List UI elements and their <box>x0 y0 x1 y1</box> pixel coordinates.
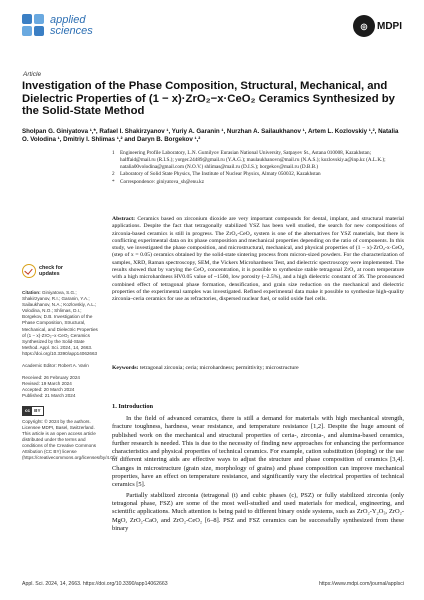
date-published: Published: 21 March 2024 <box>22 393 76 399</box>
section-heading-introduction: 1. Introduction <box>112 403 154 410</box>
cc-badge-left: cc <box>23 407 32 415</box>
journal-name <box>50 15 93 37</box>
academic-editor: Academic Editor: Robert A. Varin <box>22 363 89 369</box>
cc-by-license-icon[interactable] <box>22 406 44 416</box>
dates-block <box>22 375 100 399</box>
editor-block <box>22 363 100 369</box>
publisher-brand <box>353 15 402 37</box>
date-revised: Revised: 19 March 2024 <box>22 381 72 387</box>
footer-citation[interactable]: Appl. Sci. 2024, 14, 2663. https://doi.org/10.3390/app14062663 <box>22 581 168 587</box>
abstract <box>112 216 404 304</box>
copyright-text: Copyright: © 2024 by the authors. Licensee MDPI, Basel, Switzerland. This article is an open access article distributed under the terms and conditions of the Creative Commons Attribution (CC BY) license (https://creativecommons.org/licenses/by/4.0/). <box>22 418 117 461</box>
paragraph-2: Partially stabilized zirconia (tetragonal (t) and cubic phases (c), PSZ) or fully stabilized zirconia (only tetragonal phase, FSZ) are some of the most well-studied and used materials for medical, engineering, and scientific applications. Much attention is being paid to different binary oxide systems, such as ZrO₂-Y₂O₃, ZrO₂-MgO, ZrO₂-CaO, and ZrO₂-CeO₂ [6–8]. PSZ and FSZ ceramics can be successfully synthesized from these binary <box>112 491 404 532</box>
citation-block <box>22 290 100 357</box>
abstract-text: Ceramics based on zirconium dioxide are very important compounds for dental, implant, and structural material applications. Despite the fact that tetragonally stabilized YSZ has been well studied, the search for new compositions of zirconia-based ceramics is still in progress. The ZrO₂-CeO₂ system is one of the alternatives for YSZ materials, but there is conflicting experimental data on its phase composition and mechanical properties depending on the ratio of components. In this study, we investigated the phase composition, and microstructural, mechanical, and physical properties of (1 − x)·ZrO₂-x·CeO₂ (step of x = 0.05) ceramics obtained by the solid-state sintering process from micron-sized powders. For the characterization of samples, XRD, Raman spectroscopy, SEM, the Vickers Microhardness Test, and dielectric spectroscopy were implemented. The results showed that by varying the CeO₂ concentration, it is possible to synthesize stable tetragonal ZrO₂ at room temperature with a high microhardness HV0.05 value of ~1500, low porosity (~2.5%), and a high dielectric constant of 36. The pronounced combined effect of tetragonal phase formation, densification, and grain size reduction on the mechanical and dielectric properties of the experimental samples was investigated. Refined experimental data make it possible to synthesize high-quality zirconia–ceria ceramics for use as refractories, dispersed nuclear fuel, or solid oxide fuel cells. <box>112 216 405 303</box>
keywords-text: tetragonal zirconia; ceria; microhardness; permittivity; microstructure <box>139 365 299 371</box>
affiliation-number: 1 <box>112 150 115 156</box>
journal-name-line1: applied <box>50 14 86 26</box>
check-updates-line2: updates <box>39 271 60 277</box>
check-updates-label <box>39 265 63 277</box>
publisher-logo-icon: ◎ <box>353 15 375 37</box>
citation-text[interactable]: Giniyatova, S.G.; Shakirzyanov, R.I.; Garanin, Y.A.; Sailaukhanov, N.A.; Kozlovskiy, A.L.; Volodina, N.O.; Shlimas, D.I.; Borgekov, D.B. Investigation of the Phase Composition, Structural, Mechanical, and Dielectric Properties of (1 − x)·ZrO₂−x·CeO₂ Ceramics Synthesized by the Solid-State Method. Appl. Sci. 2024, 14, 2663. https://doi.org/10.3390/app14062663 <box>22 290 98 356</box>
affiliation-number: 2 <box>112 171 115 178</box>
keywords-label: Keywords: <box>112 365 139 371</box>
affiliation-2 <box>112 171 404 178</box>
cc-badge-right: BY <box>34 407 41 413</box>
affiliation-number: * <box>112 178 115 185</box>
affiliation-text: Engineering Profile Laboratory, L.N. Gumilyov Eurasian National University, Satpayev St., Astana 010008, Kazakhstan; halffaid@mail.ru (R.I.S.); yorger.24489@gmail.ru (Y.A.G.); maulaukhanovn@mail.ru (N.A.S.); kozlovskiy.a@inp.kz (A.L.K.); natalia00volodina@gmail.com (N.O.V.) shlimas@mail.ru (D.I.S.); borgekov@mail.ru (D.B.B.) <box>120 150 386 170</box>
page-footer <box>22 581 404 587</box>
journal-logo-icon <box>22 14 46 38</box>
paragraph-1: In the field of advanced ceramics, there is still a demand for materials with high mechanical strength, fracture toughness, hardness, wear resistance, and temperature resistance [1,2]. Despite the huge amount of published work on the mechanical and structural properties of ceria-, zirconia-, and alumina-based ceramics, further research is needed. This is due to the necessity of finding new approaches for enhancing the performance characteristics and physical properties of technical ceramics. For example, cation substitution (doping) or the use of different sintering aids are effective ways to adjust the structure and phase composition of ceramics [3,4]. Changes in microstructure (grain size, morphology of grains) and phase composition can improve mechanical properties, have an effect on temperature resistance, and significantly vary the electrical properties of technical ceramics [5]. <box>112 415 404 489</box>
publisher-name: MDPI <box>377 20 402 32</box>
affiliation-1 <box>112 150 404 171</box>
citation-label: Citation: <box>22 290 41 295</box>
correspondence-text[interactable]: Correspondence: giniyatova_sh@enu.kz <box>120 178 205 185</box>
check-updates-icon <box>22 264 36 278</box>
introduction-body <box>112 415 404 535</box>
keywords <box>112 365 404 372</box>
abstract-label: Abstract: <box>112 216 136 222</box>
journal-name-line2: sciences <box>50 25 93 37</box>
affiliation-text: Laboratory of Solid State Physics, The Institute of Nuclear Physics, Almaty 050032, Kazakhstan <box>120 171 321 178</box>
article-info-sidebar <box>22 264 117 467</box>
affiliations <box>112 150 404 186</box>
check-updates-line1: check for <box>39 265 63 271</box>
paper-title: Investigation of the Phase Composition, Structural, Mechanical, and Dielectric Properties of (1 − x)·ZrO₂−x·CeO₂ Ceramics Synthesized by the Solid-State Method <box>22 80 395 118</box>
correspondence <box>112 179 404 186</box>
journal-brand <box>22 14 93 38</box>
check-for-updates-button[interactable] <box>22 264 100 278</box>
date-received: Received: 26 February 2024 <box>22 375 80 381</box>
footer-journal-url[interactable]: https://www.mdpi.com/journal/applsci <box>318 581 404 587</box>
author-list: Sholpan G. Giniyatova ¹,*, Rafael I. Shakirzyanov ¹, Yuriy A. Garanin ¹, Nurzhan A. Sailaukhanov ¹, Artem L. Kozlovskiy ¹,², Natalia O. Volodina ¹, Dmitriy I. Shlimas ¹,² and Daryn B. Borgekov ¹,² <box>22 128 399 144</box>
article-type: Article <box>23 71 42 78</box>
copyright-block <box>22 418 117 462</box>
date-accepted: Accepted: 20 March 2024 <box>22 387 75 393</box>
